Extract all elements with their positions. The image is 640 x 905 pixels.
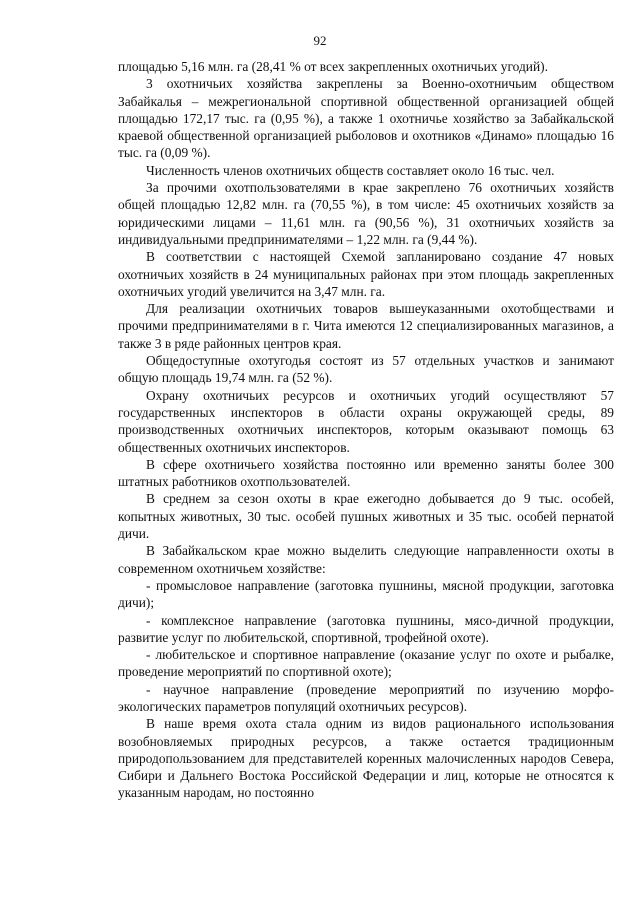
- list-item-complex: - комплексное направление (заготовка пушнины, мясо-дичной продукции, развитие услуг по любительской, спортивной, трофейной охоте).: [118, 612, 614, 645]
- paragraph-planned-farms: В соответствии с настоящей Схемой запланировано создание 47 новых охотничьих хозяйств в 24 муниципальных районах при этом площадь закрепленных охотничьих угодий увеличится на 3,47 млн. га.: [118, 249, 614, 299]
- paragraph-hunting-directions-intro: В Забайкальском крае можно выделить следующие направленности охоты в современном охотничьем хозяйстве:: [118, 543, 614, 576]
- paragraph-employment: В сфере охотничьего хозяйства постоянно или временно заняты более 300 штатных работников охотпользователей.: [118, 456, 614, 490]
- paragraph-hunting-stores: Для реализации охотничьих товаров вышеуказанными охотобществами и прочими предпринимателями в г. Чита имеются 12 специализированных магазинов, а также 3 в ряде районных центров края.: [118, 301, 614, 351]
- paragraph-modern-hunting: В наше время охота стала одним из видов рационального использования возобновляемых природных ресурсов, а также остается традиционным природопользованием для представителей коренных малочисленных народов Севера, Сибири и Дальнего Востока Российской Федерации и лиц, которые не относятся к указанным народам, но постоянно: [118, 716, 614, 801]
- paragraph-continuation: площадью 5,16 млн. га (28,41 % от всех закрепленных охотничьих угодий).: [118, 59, 548, 74]
- page-number: 92: [313, 33, 327, 48]
- list-item-commercial: - промысловое направление (заготовка пушнины, мясной продукции, заготовка дичи);: [118, 577, 614, 611]
- list-item-amateur-sport: - любительское и спортивное направление (оказание услуг по охоте и рыбалке, проведение мероприятий по спортивной охоте);: [118, 647, 614, 680]
- list-item-scientific: - научное направление (проведение мероприятий по изучению морфо-экологических параметров популяций охотничьих ресурсов).: [118, 681, 614, 714]
- paragraph-annual-harvest: В среднем за сезон охоты в крае ежегодно добывается до 9 тыс. особей, копытных животных, 30 тыс. особей пушных животных и 35 тыс. особей пернатой дичи.: [118, 491, 614, 542]
- paragraph-public-grounds: Общедоступные охотугодья состоят из 57 отдельных участков и занимают общую площадь 19,74 млн. га (52 %).: [118, 353, 614, 386]
- paragraph-society-members: Численность членов охотничьих обществ составляет около 16 тыс. чел.: [146, 162, 555, 178]
- paragraph-other-users: За прочими охотпользователями в крае закреплено 76 охотничьих хозяйств общей площадью 12,82 млн. га (70,55 %), в том числе: 45 охотничьих хозяйств за юридическими лицами – 11,61 млн. га (90,56 %), 31 охотничьих хозяйств за индивидуальными предпринимателями – 1,22 млн. га (9,44 %).: [118, 180, 614, 247]
- paragraph-military-hunting-society: 3 охотничьих хозяйства закреплены за Военно-охотничьим обществом Забайкалья – межрегиональной спортивной общественной организацией общей площадью 172,17 тыс. га (0,95 %), а также 1 охотничье хозяйство за Забайкальской краевой общественной организацией рыболовов и охотников «Динамо» площадью 16 тыс. га (0,09 %).: [118, 76, 614, 161]
- body-text: [118, 58, 614, 802]
- paragraph-protection-inspectors: Охрану охотничьих ресурсов и охотничьих угодий осуществляют 57 государственных инспекторов в области охраны окружающей среды, 89 производственных охотничьих инспекторов, которым оказывают помощь 63 общественных охотничьих инспекторов.: [118, 387, 614, 455]
